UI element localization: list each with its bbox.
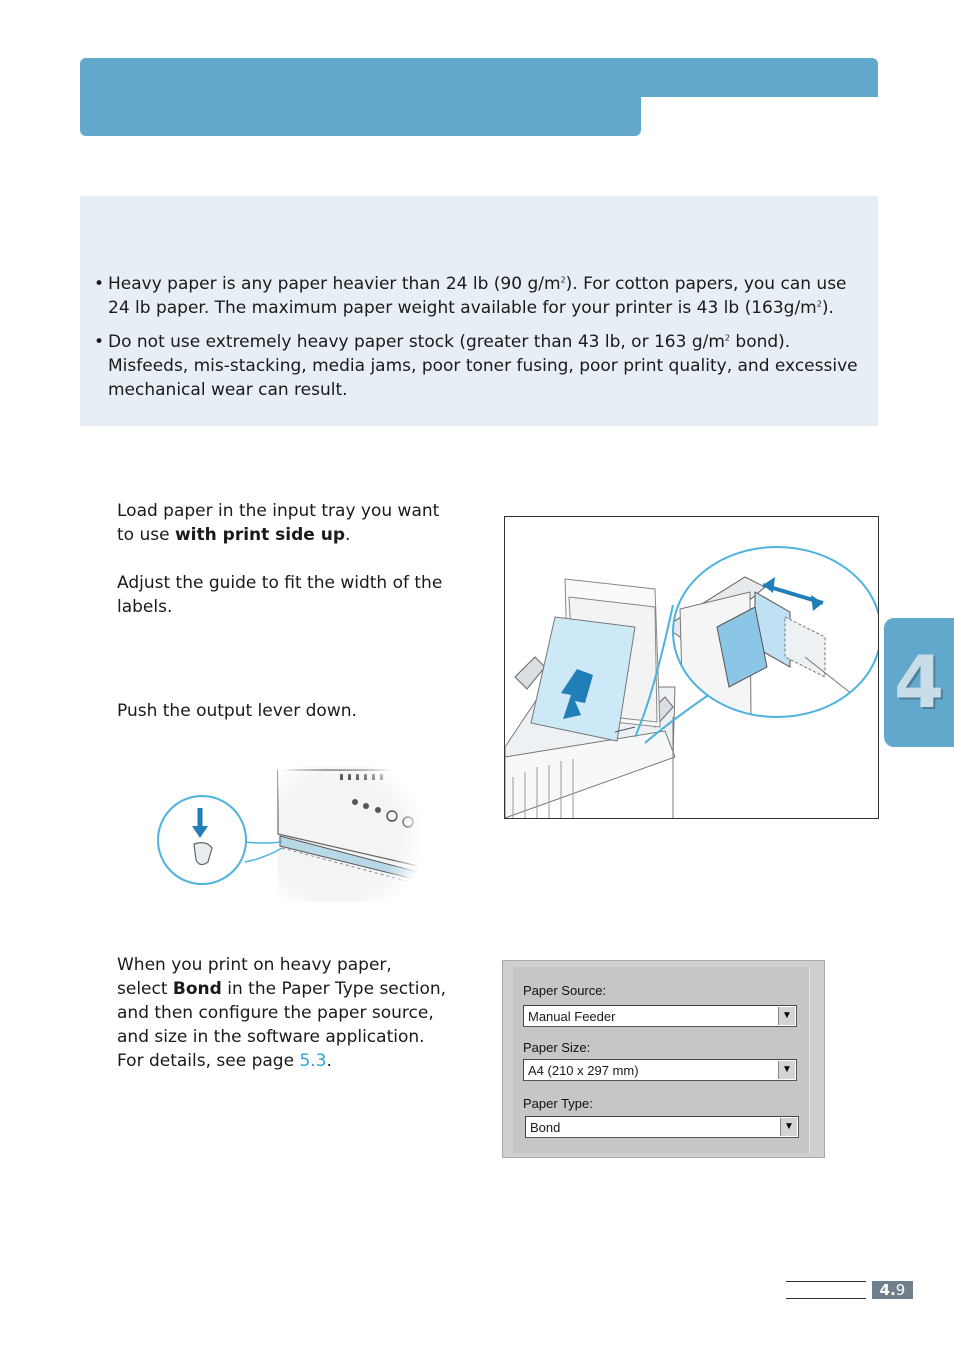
chevron-down-icon[interactable]: ▼	[778, 1061, 795, 1079]
paper-size-select[interactable]	[523, 1059, 797, 1081]
page-chapter: 4.	[879, 1281, 896, 1299]
paper-source-label: Paper Source:	[523, 983, 607, 998]
chapter-tab	[884, 618, 954, 747]
step-adjust-guide: Adjust the guide to fit the width of the labels.	[117, 573, 443, 617]
paper-source-select[interactable]	[523, 1005, 797, 1027]
paper-size-label: Paper Size:	[523, 1040, 591, 1055]
chevron-down-icon[interactable]: ▼	[778, 1007, 795, 1025]
step-emphasis: Bond	[172, 979, 222, 999]
step-text: .	[345, 525, 351, 545]
bullet: •	[94, 274, 105, 294]
paper-type-select[interactable]	[525, 1116, 799, 1138]
note-text: ).	[821, 298, 834, 318]
paper-size-value: A4 (210 x 297 mm)	[528, 1063, 639, 1078]
note-item	[94, 272, 864, 320]
chapter-number: 4	[893, 640, 945, 724]
step-emphasis: with print side up	[174, 525, 346, 545]
step-text: When you print on heavy paper, select	[117, 955, 392, 999]
output-lever-illustration	[150, 762, 425, 912]
step-text: in the Paper Type section, and then configure the paper source, and size in the software application. For details, see page	[117, 979, 447, 1071]
note-item	[94, 330, 864, 402]
chevron-down-icon[interactable]: ▼	[780, 1118, 797, 1136]
superscript: 2	[724, 333, 730, 343]
superscript: 2	[816, 299, 822, 309]
note-box	[80, 196, 878, 426]
step-text: .	[326, 1051, 332, 1071]
step-push-lever: Push the output lever down.	[117, 701, 357, 721]
paper-source-value: Manual Feeder	[528, 1009, 616, 1024]
note-list	[94, 272, 864, 412]
footer-rule	[786, 1298, 866, 1299]
header-title-band	[80, 58, 641, 136]
note-text: bond). Misfeeds, mis-stacking, media jams, poor toner fusing, poor print quality, and excessive mechanical wear can result.	[108, 332, 858, 400]
step-load-paper	[117, 499, 447, 547]
bullet: •	[94, 332, 105, 352]
page-reference-link[interactable]: 5.3	[299, 1051, 327, 1071]
load-paper-illustration	[504, 516, 879, 819]
superscript: 2	[560, 275, 566, 285]
page-index: 9	[895, 1281, 906, 1299]
note-text: ). For cotton papers, you can use 24 lb paper. The maximum paper weight available for your printer is 43 lb (163g/m	[108, 274, 847, 318]
printer-tray-drawing	[505, 517, 878, 818]
step-text: Load paper in the input tray you want to use	[117, 501, 440, 545]
note-text: Heavy paper is any paper heavier than 24 lb (90 g/m	[108, 274, 561, 294]
dialog-panel	[513, 967, 810, 1153]
step-select-bond	[117, 953, 447, 1073]
paper-type-label: Paper Type:	[523, 1096, 593, 1111]
paper-type-value: Bond	[530, 1120, 561, 1135]
note-text: Do not use extremely heavy paper stock (greater than 43 lb, or 163 g/m	[108, 332, 725, 352]
footer-rule	[786, 1281, 866, 1282]
paper-settings-dialog	[502, 960, 825, 1158]
page-number	[872, 1281, 913, 1299]
